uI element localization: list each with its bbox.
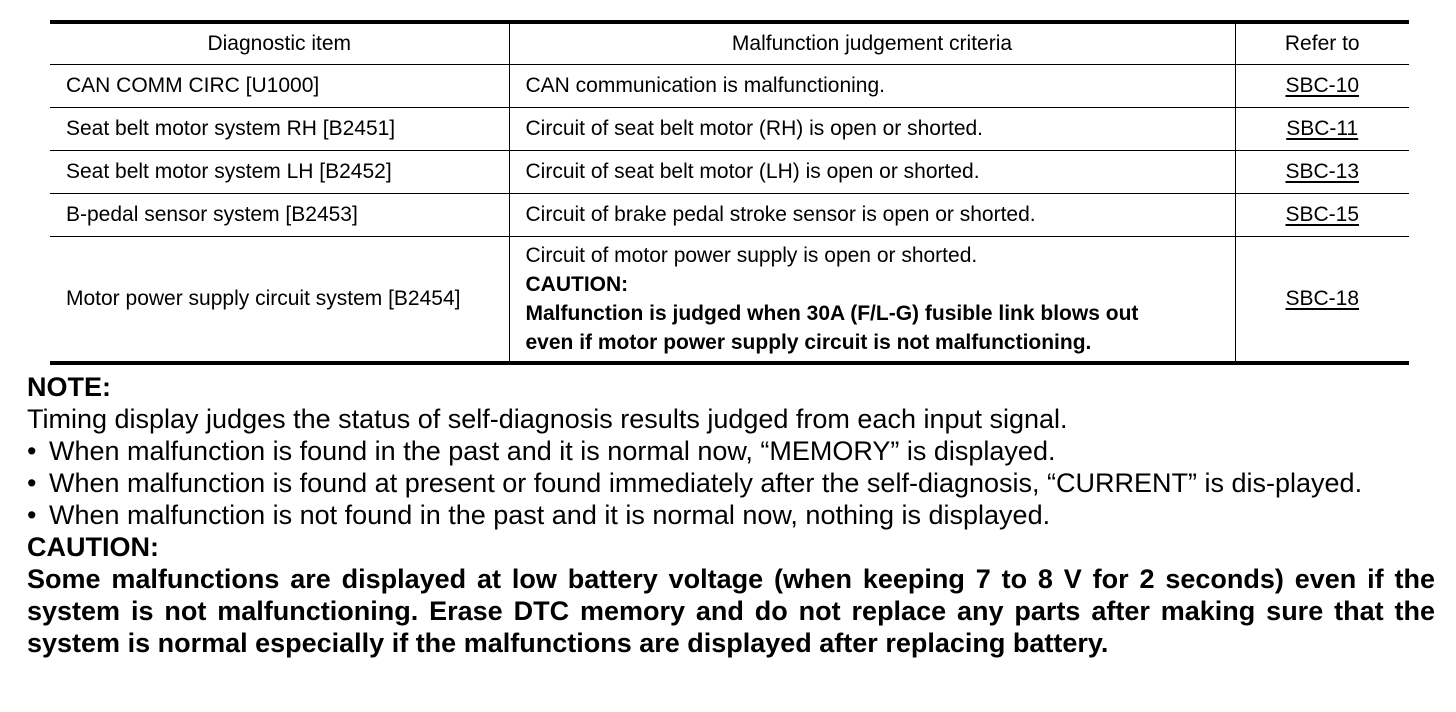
caution-text: even if motor power supply circuit is not malfunctioning. (525, 331, 1092, 354)
table-row (50, 237, 1409, 364)
reference-link[interactable]: SBC-18 (1285, 287, 1360, 310)
diagnostic-table (50, 20, 1409, 365)
reference-cell (1235, 108, 1409, 151)
note-intro: Timing display judges the status of self-diagnosis results judged from each input signal. (27, 404, 1068, 434)
table-header-row (50, 22, 1409, 65)
bullet-symbol: • (27, 468, 37, 498)
note-bullet (27, 467, 1435, 499)
header-judgement-criteria: Malfunction judgement criteria (509, 22, 1235, 65)
bullet-text: When malfunction is found in the past and it is normal now, “MEMORY” is displayed. (49, 436, 1056, 466)
table-row (50, 65, 1409, 108)
criteria-cell: Circuit of brake pedal stroke sensor is open or shorted. (509, 194, 1235, 237)
reference-cell (1235, 237, 1409, 364)
note-bullet (27, 435, 1435, 467)
reference-link[interactable]: SBC-11 (1286, 117, 1359, 140)
diagnostic-item-cell: Motor power supply circuit system [B2454] (50, 237, 509, 364)
criteria-cell: Circuit of seat belt motor (RH) is open or shorted. (509, 108, 1235, 151)
caution-label: CAUTION: (525, 273, 629, 296)
caution-heading: CAUTION: (27, 532, 159, 562)
caution-body: Some malfunctions are displayed at low battery voltage (when keeping 7 to 8 V for 2 seconds) even if the system is not malfunctioning. Erase DTC memory and do not replace any parts after making sure that the system is normal especially if the malfunctions are displayed after replacing battery. (27, 564, 1435, 658)
reference-cell (1235, 194, 1409, 237)
reference-cell (1235, 151, 1409, 194)
header-diagnostic-item: Diagnostic item (50, 22, 509, 65)
caution-text: Malfunction is judged when 30A (F/L-G) fusible link blows out (525, 302, 1139, 325)
diagnostic-item-cell: B-pedal sensor system [B2453] (50, 194, 509, 237)
bullet-text: When malfunction is not found in the past and it is normal now, nothing is displayed. (49, 500, 1051, 530)
reference-cell (1235, 65, 1409, 108)
reference-link[interactable]: SBC-10 (1285, 74, 1360, 97)
note-bullet (27, 499, 1435, 531)
bullet-text: When malfunction is found at present or found immediately after the self-diagnosis, “CURRENT” is dis-played. (49, 468, 1363, 498)
criteria-cell: Circuit of seat belt motor (LH) is open or shorted. (509, 151, 1235, 194)
bullet-symbol: • (27, 436, 37, 466)
note-heading: NOTE: (27, 372, 111, 402)
table-row (50, 151, 1409, 194)
diagnostic-item-cell: CAN COMM CIRC [U1000] (50, 65, 509, 108)
diagnostic-item-cell: Seat belt motor system RH [B2451] (50, 108, 509, 151)
bullet-symbol: • (27, 500, 37, 530)
table-row (50, 108, 1409, 151)
header-refer-to: Refer to (1235, 22, 1409, 65)
criteria-cell: CAN communication is malfunctioning. (509, 65, 1235, 108)
reference-link[interactable]: SBC-15 (1285, 203, 1360, 226)
reference-link[interactable]: SBC-13 (1285, 160, 1360, 183)
criteria-text: Circuit of motor power supply is open or shorted. (525, 244, 978, 267)
diagnostic-item-cell: Seat belt motor system LH [B2452] (50, 151, 509, 194)
criteria-cell (509, 237, 1235, 364)
notes-section (27, 371, 1435, 659)
table-row (50, 194, 1409, 237)
